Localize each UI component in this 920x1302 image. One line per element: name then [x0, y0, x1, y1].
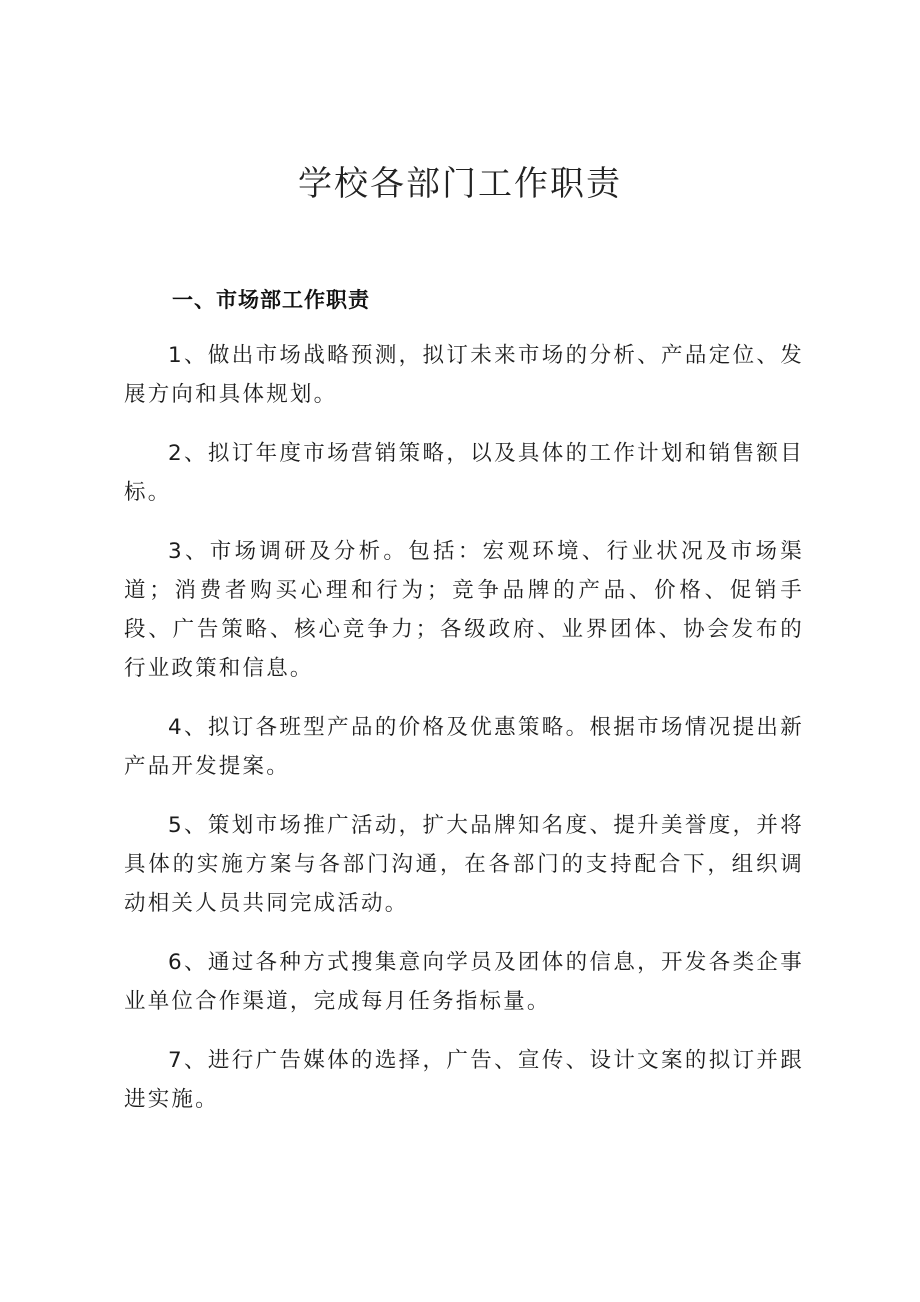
duty-item-7: 7、进行广告媒体的选择，广告、宣传、设计文案的拟订并跟进实施。 — [124, 1048, 804, 1112]
page-title: 学校各部门工作职责 — [298, 164, 622, 204]
duty-item-6: 6、通过各种方式搜集意向学员及团体的信息，开发各类企事业单位合作渠道，完成每月任务指标量。 — [124, 950, 804, 1014]
duty-item-1: 1、做出市场战略预测，拟订未来市场的分析、产品定位、发展方向和具体规划。 — [124, 343, 804, 407]
section-heading: 一、市场部工作职责 — [172, 288, 370, 312]
duty-item-3: 3、市场调研及分析。包括：宏观环境、行业状况及市场渠道；消费者购买心理和行为；竞争品牌的产品、价格、促销手段、广告策略、核心竞争力；各级政府、业界团体、协会发布的行业政策和信息。 — [124, 539, 804, 681]
duty-item-5: 5、策划市场推广活动，扩大品牌知名度、提升美誉度，并将具体的实施方案与各部门沟通，在各部门的支持配合下，组织调动相关人员共同完成活动。 — [124, 813, 804, 916]
section-body — [124, 336, 804, 1139]
duty-item-2: 2、拟订年度市场营销策略，以及具体的工作计划和销售额目标。 — [124, 441, 804, 505]
duty-item-4: 4、拟订各班型产品的价格及优惠策略。根据市场情况提出新产品开发提案。 — [124, 715, 804, 779]
